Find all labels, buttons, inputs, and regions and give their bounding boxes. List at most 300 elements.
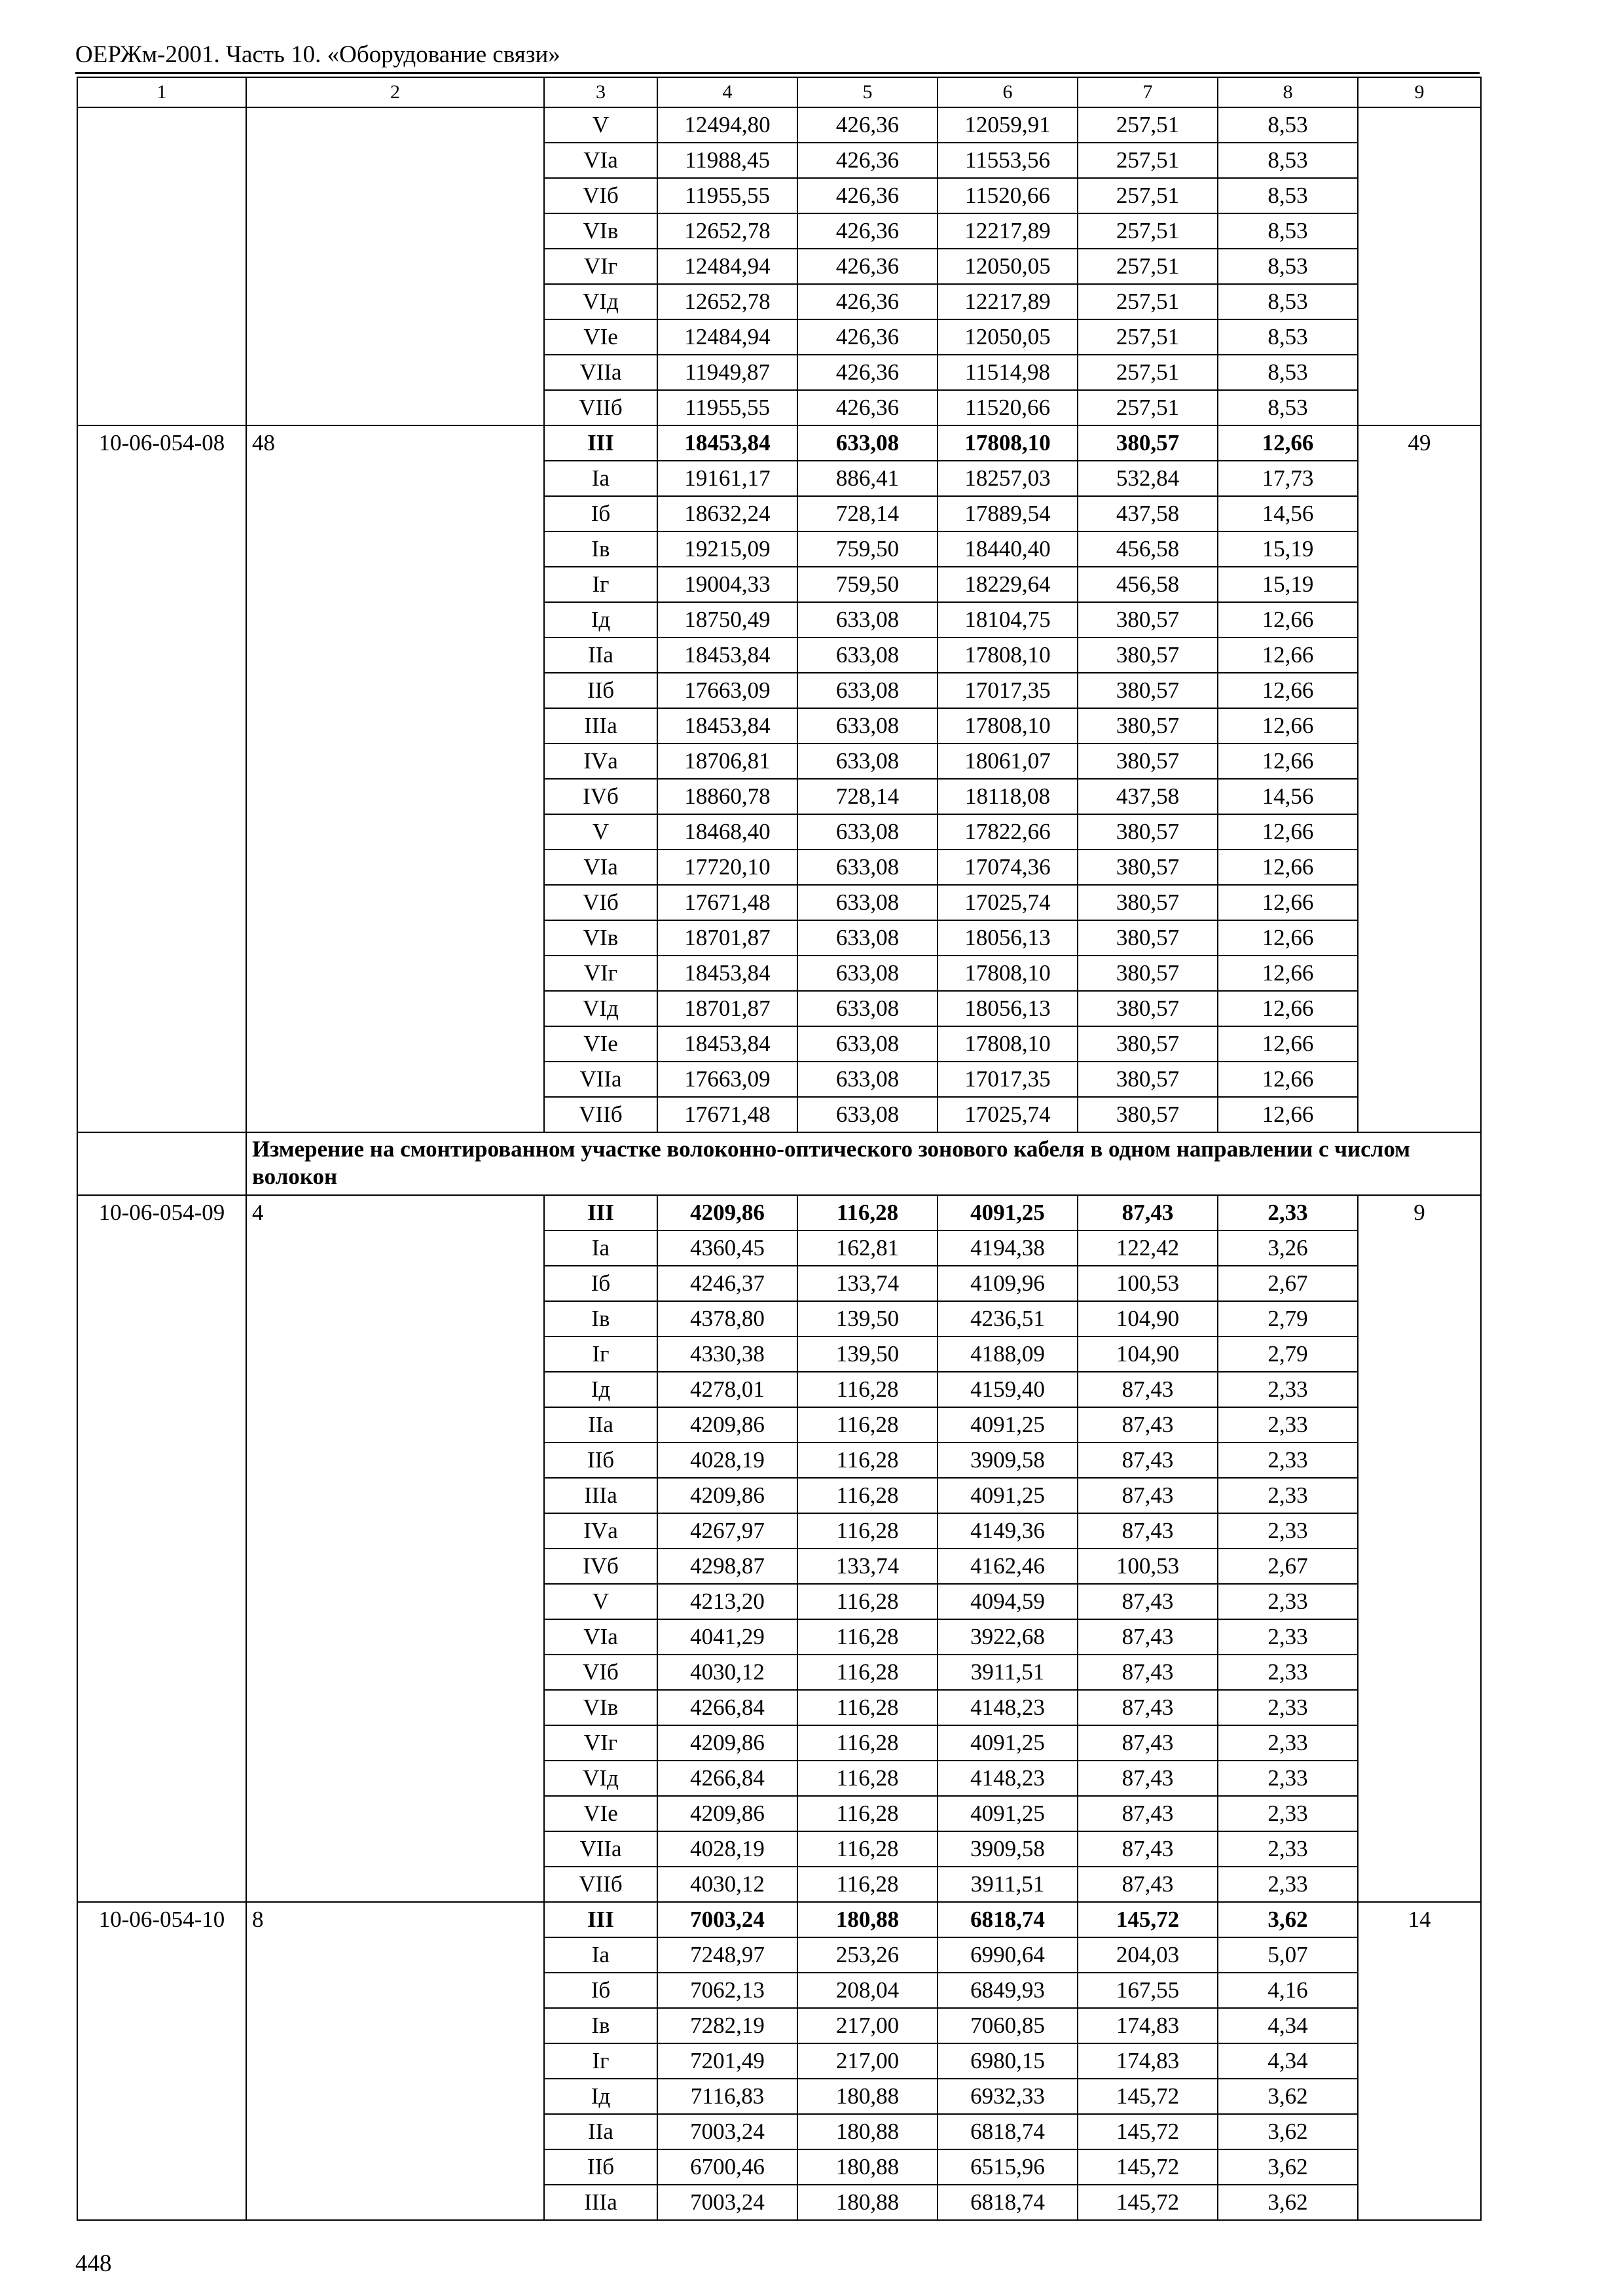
- operator-wage: 145,72: [1078, 1902, 1218, 1937]
- column-number: 7: [1078, 77, 1218, 107]
- labor-hours: 8,53: [1218, 178, 1358, 213]
- total-cost: 4246,37: [657, 1266, 797, 1301]
- operator-wage: 380,57: [1078, 1097, 1218, 1132]
- operator-wage: 87,43: [1078, 1761, 1218, 1796]
- equipment-cost: 11514,98: [938, 355, 1078, 390]
- equipment-cost: 18104,75: [938, 602, 1078, 637]
- zone-code: VIб: [544, 885, 657, 920]
- operator-wage: 380,57: [1078, 1026, 1218, 1062]
- total-cost: 18468,40: [657, 814, 797, 850]
- equipment-cost: 4194,38: [938, 1230, 1078, 1266]
- total-cost: 12652,78: [657, 284, 797, 319]
- labor-cost: 180,88: [797, 2185, 938, 2220]
- operator-wage: 380,57: [1078, 425, 1218, 461]
- operator-wage: 380,57: [1078, 602, 1218, 637]
- labor-hours: 12,66: [1218, 920, 1358, 956]
- total-cost: 12652,78: [657, 213, 797, 249]
- total-cost: 18750,49: [657, 602, 797, 637]
- operator-wage: 380,57: [1078, 991, 1218, 1026]
- price-table: [77, 77, 1482, 2221]
- labor-cost: 217,00: [797, 2008, 938, 2043]
- equipment-cost: 4091,25: [938, 1725, 1078, 1761]
- zone-code: VIг: [544, 249, 657, 284]
- zone-code: VIIа: [544, 1062, 657, 1097]
- column-9-value: 49: [1358, 425, 1481, 1132]
- labor-cost: 116,28: [797, 1831, 938, 1867]
- zone-code: Iб: [544, 496, 657, 531]
- total-cost: 4278,01: [657, 1372, 797, 1407]
- labor-hours: 8,53: [1218, 143, 1358, 178]
- total-cost: 17671,48: [657, 885, 797, 920]
- equipment-cost: 4091,25: [938, 1478, 1078, 1513]
- labor-hours: 2,79: [1218, 1336, 1358, 1372]
- labor-hours: 2,33: [1218, 1831, 1358, 1867]
- labor-hours: 12,66: [1218, 1097, 1358, 1132]
- labor-cost: 180,88: [797, 2079, 938, 2114]
- equipment-cost: 3922,68: [938, 1619, 1078, 1655]
- total-cost: 4209,86: [657, 1195, 797, 1230]
- operator-wage: 257,51: [1078, 390, 1218, 425]
- operator-wage: 174,83: [1078, 2043, 1218, 2079]
- labor-cost: 208,04: [797, 1973, 938, 2008]
- total-cost: 4028,19: [657, 1443, 797, 1478]
- equipment-cost: 3909,58: [938, 1831, 1078, 1867]
- zone-code: Iг: [544, 1336, 657, 1372]
- equipment-cost: 11520,66: [938, 390, 1078, 425]
- operator-wage: 167,55: [1078, 1973, 1218, 2008]
- labor-cost: 633,08: [797, 920, 938, 956]
- total-cost: 18632,24: [657, 496, 797, 531]
- page-header-title: ОЕРЖм-2001. Часть 10. «Оборудование связи»: [75, 41, 560, 68]
- equipment-cost: 17808,10: [938, 956, 1078, 991]
- labor-hours: 8,53: [1218, 213, 1358, 249]
- labor-hours: 2,33: [1218, 1584, 1358, 1619]
- zone-code: VIIб: [544, 1867, 657, 1902]
- labor-cost: 426,36: [797, 319, 938, 355]
- labor-cost: 180,88: [797, 1902, 938, 1937]
- total-cost: 7282,19: [657, 2008, 797, 2043]
- fiber-count: 8: [246, 1902, 544, 2220]
- operator-wage: 87,43: [1078, 1619, 1218, 1655]
- table-row: [77, 1902, 1481, 1937]
- equipment-cost: 17025,74: [938, 885, 1078, 920]
- column-number: 2: [246, 77, 544, 107]
- labor-hours: 2,33: [1218, 1513, 1358, 1549]
- equipment-cost: 6990,64: [938, 1937, 1078, 1973]
- labor-cost: 426,36: [797, 355, 938, 390]
- operator-wage: 104,90: [1078, 1336, 1218, 1372]
- operator-wage: 87,43: [1078, 1655, 1218, 1690]
- operator-wage: 87,43: [1078, 1584, 1218, 1619]
- total-cost: 18453,84: [657, 425, 797, 461]
- total-cost: 18453,84: [657, 956, 797, 991]
- column-number-row: [77, 77, 1481, 107]
- zone-code: VIе: [544, 1026, 657, 1062]
- labor-hours: 2,33: [1218, 1761, 1358, 1796]
- equipment-cost: 18056,13: [938, 920, 1078, 956]
- operator-wage: 380,57: [1078, 708, 1218, 744]
- labor-cost: 180,88: [797, 2149, 938, 2185]
- total-cost: 19161,17: [657, 461, 797, 496]
- labor-hours: 8,53: [1218, 284, 1358, 319]
- total-cost: 7116,83: [657, 2079, 797, 2114]
- labor-hours: 8,53: [1218, 319, 1358, 355]
- total-cost: 19004,33: [657, 567, 797, 602]
- zone-code: Iв: [544, 2008, 657, 2043]
- zone-code: IIб: [544, 673, 657, 708]
- operator-wage: 87,43: [1078, 1407, 1218, 1443]
- labor-cost: 116,28: [797, 1195, 938, 1230]
- zone-code: III: [544, 425, 657, 461]
- table-row: [77, 1195, 1481, 1230]
- total-cost: 7201,49: [657, 2043, 797, 2079]
- total-cost: 7003,24: [657, 2185, 797, 2220]
- total-cost: 11955,55: [657, 178, 797, 213]
- labor-cost: 162,81: [797, 1230, 938, 1266]
- operator-wage: 532,84: [1078, 461, 1218, 496]
- equipment-cost: 11553,56: [938, 143, 1078, 178]
- labor-hours: 3,62: [1218, 2079, 1358, 2114]
- zone-code: Iг: [544, 567, 657, 602]
- table-row: [77, 425, 1481, 461]
- zone-code: Iб: [544, 1973, 657, 2008]
- labor-cost: 253,26: [797, 1937, 938, 1973]
- operator-wage: 145,72: [1078, 2079, 1218, 2114]
- equipment-cost: 12217,89: [938, 213, 1078, 249]
- total-cost: 18453,84: [657, 637, 797, 673]
- zone-code: Iа: [544, 1937, 657, 1973]
- total-cost: 4209,86: [657, 1796, 797, 1831]
- section-heading-row: [77, 1132, 1481, 1195]
- labor-cost: 426,36: [797, 249, 938, 284]
- operator-wage: 87,43: [1078, 1725, 1218, 1761]
- equipment-cost: 18229,64: [938, 567, 1078, 602]
- total-cost: 4267,97: [657, 1513, 797, 1549]
- zone-code: IIа: [544, 2114, 657, 2149]
- operator-wage: 380,57: [1078, 814, 1218, 850]
- labor-cost: 633,08: [797, 1062, 938, 1097]
- section-code-cell: [77, 1132, 246, 1195]
- total-cost: 17671,48: [657, 1097, 797, 1132]
- zone-code: VIб: [544, 1655, 657, 1690]
- labor-cost: 139,50: [797, 1336, 938, 1372]
- total-cost: 7003,24: [657, 2114, 797, 2149]
- labor-hours: 2,33: [1218, 1407, 1358, 1443]
- zone-code: IIIа: [544, 708, 657, 744]
- labor-cost: 759,50: [797, 531, 938, 567]
- zone-code: Iд: [544, 1372, 657, 1407]
- operator-wage: 257,51: [1078, 178, 1218, 213]
- labor-cost: 116,28: [797, 1513, 938, 1549]
- equipment-cost: 6818,74: [938, 2185, 1078, 2220]
- labor-hours: 12,66: [1218, 708, 1358, 744]
- column-9-value: 14: [1358, 1902, 1481, 2220]
- labor-cost: 633,08: [797, 1097, 938, 1132]
- zone-code: VIе: [544, 319, 657, 355]
- zone-code: IIа: [544, 637, 657, 673]
- zone-code: VIе: [544, 1796, 657, 1831]
- labor-cost: 633,08: [797, 956, 938, 991]
- total-cost: 4266,84: [657, 1690, 797, 1725]
- labor-cost: 633,08: [797, 744, 938, 779]
- labor-hours: 3,62: [1218, 2114, 1358, 2149]
- total-cost: 12494,80: [657, 107, 797, 143]
- zone-code: IVб: [544, 1549, 657, 1584]
- labor-hours: 3,26: [1218, 1230, 1358, 1266]
- total-cost: 18860,78: [657, 779, 797, 814]
- page-number: 448: [75, 2250, 112, 2277]
- section-heading: Измерение на смонтированном участке волоконно-оптического зонового кабеля в одном направлении с числом волокон: [246, 1132, 1481, 1195]
- table-row: [77, 107, 1481, 143]
- labor-cost: 426,36: [797, 178, 938, 213]
- equipment-cost: 11520,66: [938, 178, 1078, 213]
- total-cost: 4030,12: [657, 1655, 797, 1690]
- equipment-cost: 3909,58: [938, 1443, 1078, 1478]
- equipment-cost: 4091,25: [938, 1407, 1078, 1443]
- labor-cost: 633,08: [797, 991, 938, 1026]
- labor-cost: 133,74: [797, 1549, 938, 1584]
- labor-hours: 2,67: [1218, 1549, 1358, 1584]
- zone-code: Iд: [544, 2079, 657, 2114]
- operator-wage: 100,53: [1078, 1549, 1218, 1584]
- labor-hours: 15,19: [1218, 531, 1358, 567]
- equipment-cost: 4159,40: [938, 1372, 1078, 1407]
- equipment-cost: 17017,35: [938, 1062, 1078, 1097]
- equipment-cost: 4148,23: [938, 1761, 1078, 1796]
- operator-wage: 87,43: [1078, 1690, 1218, 1725]
- zone-code: Iд: [544, 602, 657, 637]
- zone-code: VIIб: [544, 390, 657, 425]
- total-cost: 4030,12: [657, 1867, 797, 1902]
- table-body: [77, 77, 1481, 2220]
- operator-wage: 257,51: [1078, 143, 1218, 178]
- labor-cost: 886,41: [797, 461, 938, 496]
- operator-wage: 122,42: [1078, 1230, 1218, 1266]
- equipment-cost: 4162,46: [938, 1549, 1078, 1584]
- labor-hours: 12,66: [1218, 637, 1358, 673]
- equipment-cost: 17808,10: [938, 708, 1078, 744]
- operator-wage: 104,90: [1078, 1301, 1218, 1336]
- equipment-cost: 7060,85: [938, 2008, 1078, 2043]
- zone-code: IIб: [544, 2149, 657, 2185]
- column-number: 6: [938, 77, 1078, 107]
- labor-hours: 2,33: [1218, 1478, 1358, 1513]
- labor-hours: 2,33: [1218, 1655, 1358, 1690]
- labor-cost: 133,74: [797, 1266, 938, 1301]
- zone-code: VIг: [544, 956, 657, 991]
- labor-cost: 116,28: [797, 1478, 938, 1513]
- labor-hours: 14,56: [1218, 779, 1358, 814]
- zone-code: VIIа: [544, 355, 657, 390]
- labor-hours: 17,73: [1218, 461, 1358, 496]
- column-number: 5: [797, 77, 938, 107]
- operator-wage: 380,57: [1078, 1062, 1218, 1097]
- total-cost: 4209,86: [657, 1478, 797, 1513]
- labor-cost: 116,28: [797, 1443, 938, 1478]
- labor-cost: 116,28: [797, 1761, 938, 1796]
- operator-wage: 380,57: [1078, 637, 1218, 673]
- total-cost: 4041,29: [657, 1619, 797, 1655]
- column-number: 1: [77, 77, 246, 107]
- total-cost: 19215,09: [657, 531, 797, 567]
- equipment-cost: 6849,93: [938, 1973, 1078, 2008]
- total-cost: 4298,87: [657, 1549, 797, 1584]
- operator-wage: 437,58: [1078, 779, 1218, 814]
- equipment-cost: 4188,09: [938, 1336, 1078, 1372]
- operator-wage: 87,43: [1078, 1372, 1218, 1407]
- labor-hours: 12,66: [1218, 885, 1358, 920]
- operator-wage: 87,43: [1078, 1513, 1218, 1549]
- zone-code: VIд: [544, 284, 657, 319]
- equipment-cost: 18440,40: [938, 531, 1078, 567]
- zone-code: V: [544, 814, 657, 850]
- total-cost: 4330,38: [657, 1336, 797, 1372]
- labor-cost: 426,36: [797, 284, 938, 319]
- total-cost: 4213,20: [657, 1584, 797, 1619]
- labor-hours: 4,34: [1218, 2043, 1358, 2079]
- labor-cost: 633,08: [797, 850, 938, 885]
- zone-code: VIв: [544, 920, 657, 956]
- labor-hours: 2,33: [1218, 1796, 1358, 1831]
- zone-code: III: [544, 1195, 657, 1230]
- equipment-cost: 6980,15: [938, 2043, 1078, 2079]
- equipment-cost: 4109,96: [938, 1266, 1078, 1301]
- operator-wage: 437,58: [1078, 496, 1218, 531]
- total-cost: 4209,86: [657, 1407, 797, 1443]
- labor-cost: 426,36: [797, 143, 938, 178]
- operator-wage: 204,03: [1078, 1937, 1218, 1973]
- total-cost: 4378,80: [657, 1301, 797, 1336]
- operator-wage: 380,57: [1078, 673, 1218, 708]
- labor-hours: 12,66: [1218, 814, 1358, 850]
- equipment-cost: 4091,25: [938, 1195, 1078, 1230]
- labor-hours: 2,33: [1218, 1619, 1358, 1655]
- labor-hours: 2,67: [1218, 1266, 1358, 1301]
- zone-code: VIа: [544, 143, 657, 178]
- operator-wage: 380,57: [1078, 956, 1218, 991]
- equipment-cost: 18257,03: [938, 461, 1078, 496]
- equipment-cost: 4094,59: [938, 1584, 1078, 1619]
- total-cost: 17720,10: [657, 850, 797, 885]
- labor-cost: 116,28: [797, 1619, 938, 1655]
- fiber-count: 4: [246, 1195, 544, 1902]
- zone-code: Iг: [544, 2043, 657, 2079]
- equipment-cost: 6932,33: [938, 2079, 1078, 2114]
- labor-cost: 116,28: [797, 1690, 938, 1725]
- operator-wage: 87,43: [1078, 1478, 1218, 1513]
- zone-code: VIг: [544, 1725, 657, 1761]
- operator-wage: 145,72: [1078, 2185, 1218, 2220]
- zone-code: Iа: [544, 461, 657, 496]
- operator-wage: 456,58: [1078, 531, 1218, 567]
- equipment-cost: 17074,36: [938, 850, 1078, 885]
- labor-hours: 2,33: [1218, 1867, 1358, 1902]
- zone-code: Iв: [544, 1301, 657, 1336]
- total-cost: 18706,81: [657, 744, 797, 779]
- zone-code: VIд: [544, 1761, 657, 1796]
- labor-cost: 633,08: [797, 637, 938, 673]
- labor-hours: 2,79: [1218, 1301, 1358, 1336]
- zone-code: IVа: [544, 744, 657, 779]
- zone-code: VIа: [544, 850, 657, 885]
- column-number: 3: [544, 77, 657, 107]
- total-cost: 4028,19: [657, 1831, 797, 1867]
- equipment-cost: 12059,91: [938, 107, 1078, 143]
- operator-wage: 257,51: [1078, 249, 1218, 284]
- labor-hours: 8,53: [1218, 107, 1358, 143]
- labor-cost: 426,36: [797, 390, 938, 425]
- labor-cost: 728,14: [797, 496, 938, 531]
- labor-hours: 12,66: [1218, 850, 1358, 885]
- column-number: 9: [1358, 77, 1481, 107]
- equipment-cost: 6818,74: [938, 1902, 1078, 1937]
- labor-hours: 12,66: [1218, 991, 1358, 1026]
- labor-cost: 728,14: [797, 779, 938, 814]
- operator-wage: 87,43: [1078, 1831, 1218, 1867]
- labor-cost: 116,28: [797, 1796, 938, 1831]
- total-cost: 7003,24: [657, 1902, 797, 1937]
- labor-hours: 4,34: [1218, 2008, 1358, 2043]
- labor-hours: 2,33: [1218, 1725, 1358, 1761]
- column-9-value: 9: [1358, 1195, 1481, 1902]
- zone-code: Iб: [544, 1266, 657, 1301]
- equipment-cost: 17822,66: [938, 814, 1078, 850]
- zone-code: IIIа: [544, 2185, 657, 2220]
- rate-code: 10-06-054-10: [77, 1902, 246, 2220]
- labor-cost: 633,08: [797, 708, 938, 744]
- equipment-cost: 4091,25: [938, 1796, 1078, 1831]
- zone-code: III: [544, 1902, 657, 1937]
- total-cost: 11988,45: [657, 143, 797, 178]
- labor-hours: 8,53: [1218, 355, 1358, 390]
- rate-code: 10-06-054-08: [77, 425, 246, 1132]
- equipment-cost: 12050,05: [938, 249, 1078, 284]
- total-cost: 18453,84: [657, 1026, 797, 1062]
- column-number: 8: [1218, 77, 1358, 107]
- equipment-cost: 18118,08: [938, 779, 1078, 814]
- zone-code: IVб: [544, 779, 657, 814]
- total-cost: 11955,55: [657, 390, 797, 425]
- total-cost: 11949,87: [657, 355, 797, 390]
- labor-cost: 116,28: [797, 1372, 938, 1407]
- labor-cost: 633,08: [797, 425, 938, 461]
- operator-wage: 380,57: [1078, 850, 1218, 885]
- labor-cost: 116,28: [797, 1655, 938, 1690]
- column-9-value: [1358, 107, 1481, 425]
- equipment-cost: 6818,74: [938, 2114, 1078, 2149]
- zone-code: VIа: [544, 1619, 657, 1655]
- operator-wage: 87,43: [1078, 1195, 1218, 1230]
- equipment-cost: 17808,10: [938, 637, 1078, 673]
- total-cost: 7248,97: [657, 1937, 797, 1973]
- labor-cost: 139,50: [797, 1301, 938, 1336]
- labor-hours: 8,53: [1218, 390, 1358, 425]
- labor-hours: 2,33: [1218, 1372, 1358, 1407]
- zone-code: IVа: [544, 1513, 657, 1549]
- zone-code: VIд: [544, 991, 657, 1026]
- operator-wage: 257,51: [1078, 213, 1218, 249]
- labor-hours: 2,33: [1218, 1690, 1358, 1725]
- labor-hours: 12,66: [1218, 1062, 1358, 1097]
- labor-hours: 12,66: [1218, 425, 1358, 461]
- total-cost: 12484,94: [657, 249, 797, 284]
- zone-code: Iв: [544, 531, 657, 567]
- fiber-count: [246, 107, 544, 425]
- labor-cost: 759,50: [797, 567, 938, 602]
- equipment-cost: 4236,51: [938, 1301, 1078, 1336]
- equipment-cost: 17808,10: [938, 425, 1078, 461]
- labor-hours: 2,33: [1218, 1195, 1358, 1230]
